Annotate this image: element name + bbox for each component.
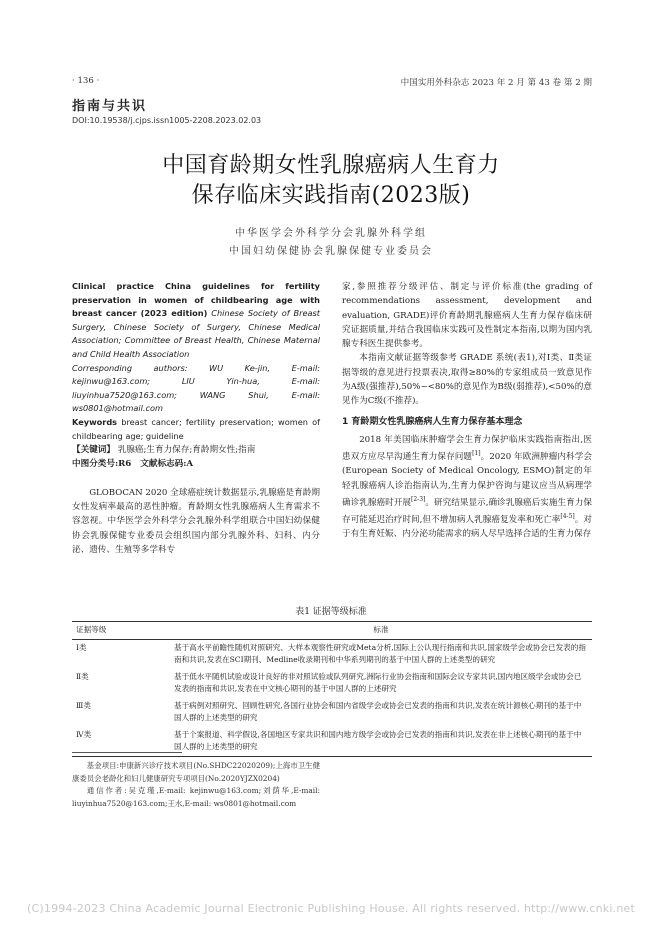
organization-2: 中国妇幼保健协会乳腺保健专业委员会 (229, 246, 433, 257)
chinese-keywords: 【关键词】 乳腺癌;生育力保存;育龄期女性;指南 (72, 445, 256, 456)
table-row: Ⅲ类 基于病例对照研究、回顾性研究,各国行业协会和国内省级学会或协会已发表的指南和共识,发表在统计源核心期刊的基于中国人群的上述类型的研究 (76, 700, 582, 722)
table-row: Ⅱ类 基于低水平随机试验或设计良好的非对照试验或队列研究,洲际行业协会指南和国际会议专家共识,国内地区级学会或协会已发表的指南和共识,发表在中文核心期刊的基于中国人群的上述研究 (76, 671, 582, 693)
watermark: (C)1994-2023 China Academic Journal Electronic Publishing House. All rights reserved. http://www.cnki.net (27, 902, 635, 915)
right-column (342, 280, 592, 542)
english-keywords: Keywords breast cancer; fertility preservation; women of childbearing age; guideline (72, 416, 320, 441)
right-paragraph-2: 本指南文献证据等级参考 GRADE 系统(表1),对Ⅰ类、Ⅱ类证据等级的意见进行投票表决,取得≥80%的专家组成员一致意见作为A级(强推荐),50%~<80%的意见作为B级(弱推荐),<50%的意见作为C级(不推荐)。 (342, 353, 592, 407)
table-header-standard: 标准 (170, 622, 592, 640)
table-row: Ⅰ类 基于高水平前瞻性随机对照研究、大样本观察性研究或Meta分析,国际上公认现行指南和共识,国家级学会或协会已发表的指南和共识,发表在SCI期刊、Medline收录期刊和中华系列期刊的基于中国人群的上述类型的研究 (76, 642, 586, 664)
right-paragraph-3: 2018 年美国临床肿瘤学会生育力保护临床实践指南指出,医患双方应尽早沟通生育力保存问题[1]。2020 年欧洲肿瘤内科学会(European Society of Medical Oncology, ESMO)制定的年轻乳腺癌病人诊治指南认为,生育力保护咨询与建议应当从病理学确诊乳腺癌时开展[2-3]。研究结果显示,确诊乳腺癌后实施生育力保存可能延迟治疗时间,但不增加病人乳腺癌复发率和死亡率[4-5]。对于有生育妊娠、内分泌功能需求的病人尽早选择合适的生育力保存 (342, 434, 592, 540)
right-paragraph-1: 家,参照推荐分级评估、制定与评价标准(the grading of recommendations assessment, development and evaluation, GRADE)评价育龄期乳腺癌病人生育力保存临床研究证据质量,并结合我国临床实践可及性制定本指南,以期为国内乳腺专科医生提供参考。 (342, 282, 592, 350)
table-caption: 表1 证据等级标准 (295, 607, 367, 617)
corresponding-note: 通信作者:吴克瑾,E-mail: kejinwu@163.com;刘荫华,E-mail: liuyinhua7520@163.com;王水,E-mail: ws0801@hotmail.com (72, 786, 320, 808)
table-header-level: 证据等级 (72, 622, 170, 640)
organization-1: 中华医学会外科学分会乳腺外科学组 (235, 228, 427, 239)
footnote (72, 760, 320, 810)
evidence-table (72, 621, 592, 757)
section-tag: 指南与共识 (72, 99, 148, 114)
title-line-2: 保存临床实践指南(2023版) (191, 183, 471, 208)
title-line-1: 中国育龄期女性乳腺癌病人生育力 (162, 153, 500, 178)
table-row: Ⅳ类 基于个案报道、科学假设,各国地区专家共识和国内地方级学会或协会已发表的指南和共识,发表在非上述核心期刊的基于中国人群的上述类型的研究 (72, 727, 592, 757)
page-number: · 136 · (72, 76, 100, 86)
left-column (72, 280, 320, 557)
footnote-divider (72, 752, 182, 753)
doi: DOI:10.19538/j.cjps.issn1005-2208.2023.02.03 (72, 116, 262, 125)
corresponding-authors: Corresponding authors: WU Ke-jin, E-mail: kejinwu@163.com; LIU Yin-hua, E-mail: liuyinhua7520@163.com; WANG Shui, E-mail: ws0801@hotmail.com (72, 362, 320, 414)
section-heading-1: 1 育龄期女性乳腺癌病人生育力保存基本理念 (342, 416, 523, 427)
journal-header: 中国实用外科杂志 2023 年 2 月 第 43 卷 第 2 期 (400, 78, 592, 88)
english-abstract-block (72, 280, 320, 362)
classification: 中图分类号:R6 文献标志码:A (72, 459, 194, 470)
english-affiliations: Chinese Society of Breast Surgery, Chinese Society of Surgery, Chinese Medical Association; Committee of Breast Health, Chinese Maternal and Child Health Association (72, 308, 320, 359)
table-header-row (72, 622, 592, 640)
funding-note: 基金项目:申康新兴诊疗技术项目(No.SHDC22020209);上海市卫生健康委员会老龄化和妇儿健康研究专项项目(No.2020YJZX0204) (72, 761, 320, 783)
english-title: Clinical practice China guidelines for fertility preservation in women of childbearing age with breast cancer (2023 edition) (72, 281, 320, 319)
intro-paragraph: GLOBOCAN 2020 全球癌症统计数据显示,乳腺癌是育龄期女性发病率最高的恶性肿瘤。育龄期女性乳腺癌病人生育需求不容忽视。中华医学会外科学分会乳腺外科学组联合中国妇幼保健协会乳腺保健专业委员会组织国内部分乳腺外科、妇科、内分泌、遗传、生殖等多学科专 (72, 487, 320, 555)
